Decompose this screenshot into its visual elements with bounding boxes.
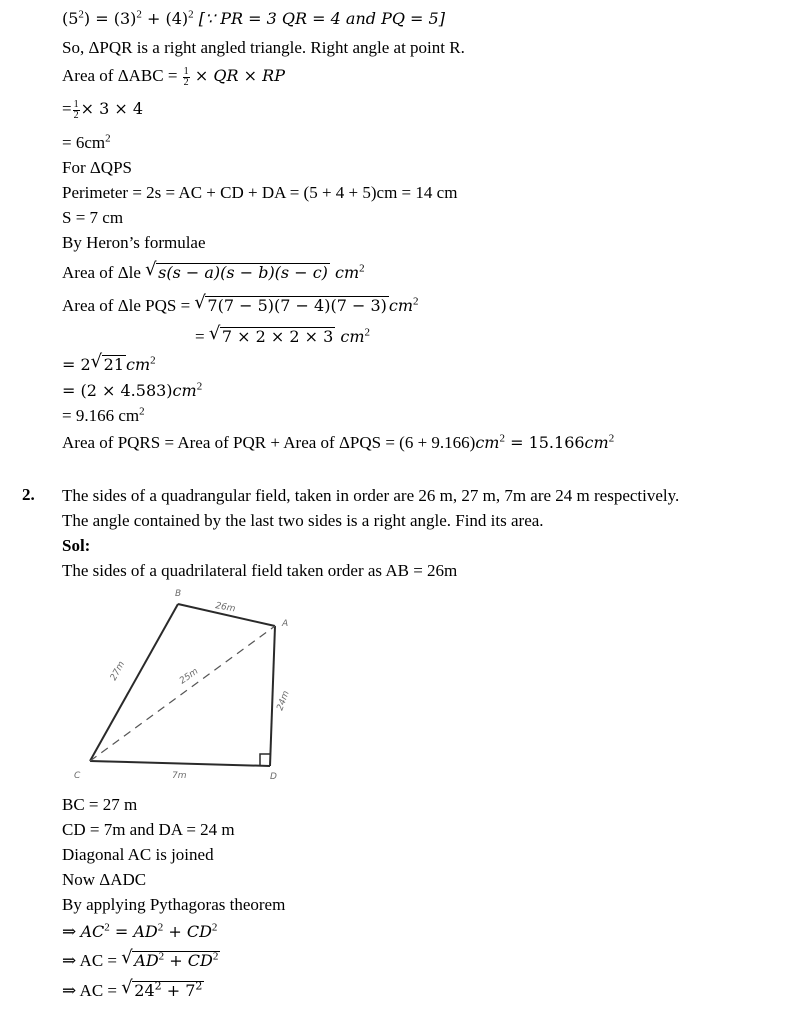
line-pythagoras-check: $(5^2) = (3)^2 + (4)^2$ [∵ PR = 3 QR = 4 and PQ = 5]: [62, 8, 445, 28]
line-perimeter: Perimeter = 2s = AC + CD + DA = (5 + 4 + 5)cm = 14 cm: [62, 183, 458, 202]
fraction-half: $\frac{1}{2}$: [73, 98, 79, 121]
square-root: √ $24^2 + 7^2$: [121, 977, 203, 1000]
question-text-2: The angle contained by the last two sides is a right angle. Find its area.: [62, 511, 544, 530]
line-area-pqs: Area of Δle PQS = √ 7(7 − 5)(7 − 4)(7 − 3) $cm^2$: [62, 292, 419, 315]
square-root: √ 7(7 − 5)(7 − 4)(7 − 3): [194, 292, 387, 315]
side-cd: [90, 761, 270, 766]
line-semi-perimeter: S = 7 cm: [62, 208, 124, 227]
square-root: √ s(s − a)(s − b)(s − c): [145, 259, 328, 282]
diagonal-label: 25m: [177, 666, 201, 687]
line-bc: BC = 27 m: [62, 795, 138, 814]
solution-label: Sol:: [62, 536, 91, 555]
vertex-d-label: D: [270, 772, 277, 782]
side-ad: [270, 626, 275, 766]
line-area-abc: Area of ΔABC = $\frac{1}{2}$ × QR × RP: [62, 65, 285, 88]
line-for-qps: For ΔQPS: [62, 158, 132, 177]
line-9166: = 9.166 $cm^2$: [62, 405, 145, 425]
line-half-calc: = $\frac{1}{2}$ × 3 × 4: [62, 98, 144, 121]
question-text-1: The sides of a quadrangular field, taken in order are 26 m, 27 m, 7m are 24 m respectively.: [62, 486, 680, 505]
line-now-adc: Now ΔADC: [62, 870, 147, 889]
line-multiply: = $(2 \times 4.583)cm^2$: [62, 380, 203, 400]
side-bc: [90, 604, 178, 761]
line-herons: By Heron’s formulae: [62, 233, 206, 252]
line-diagonal: Diagonal AC is joined: [62, 845, 214, 864]
line-area-pqs-2: = √ 7 × 2 × 2 × 3 $cm^2$: [195, 323, 371, 346]
fraction-half: $\frac{1}{2}$: [183, 65, 189, 88]
side-ad-label: 24m: [275, 689, 292, 713]
line-area-pqrs: Area of PQRS = Area of PQR + Area of $\Delta PQS = (6 + 9.166)cm^2 = 15.166cm^2$: [62, 432, 615, 452]
line-heron-formula: Area of Δle √ s(s − a)(s − b)(s − c) $cm^2$: [62, 259, 365, 282]
square-root: √ 7 × 2 × 2 × 3: [208, 323, 334, 346]
line-cd-da: CD = 7m and DA = 24 m: [62, 820, 235, 839]
vertex-b-label: B: [175, 589, 182, 599]
vertex-c-label: C: [74, 771, 81, 781]
line-sides: The sides of a quadrilateral field taken order as AB = 26m: [62, 561, 458, 580]
square-root: √ $AD^2 + CD^2$: [121, 947, 219, 970]
line-right-angle: So, ΔPQR is a right angled triangle. Right angle at point R.: [62, 38, 465, 57]
line-pythagoras: By applying Pythagoras theorem: [62, 895, 286, 914]
side-ab-label: 26m: [214, 601, 237, 615]
side-cd-label: 7m: [172, 771, 187, 781]
quadrilateral-figure: [60, 586, 310, 786]
side-bc-label: 27m: [108, 659, 128, 683]
line-area-result: = $6cm^2$: [62, 132, 111, 152]
diagonal-ac: [90, 626, 275, 761]
line-ac-root: ⇒ AC = √ $AD^2 + CD^2$: [62, 947, 219, 970]
line-ac-squared: ⇒ $AC^2 = AD^2 + CD^2$: [62, 921, 218, 941]
vertex-a-label: A: [282, 619, 289, 629]
question-number: 2.: [22, 485, 35, 504]
line-two-root21: = 2 √ 21 $cm^2$: [62, 351, 156, 374]
square-root: √ 21: [90, 351, 125, 374]
line-ac-numeric: ⇒ AC = √ $24^2 + 7^2$: [62, 977, 203, 1000]
